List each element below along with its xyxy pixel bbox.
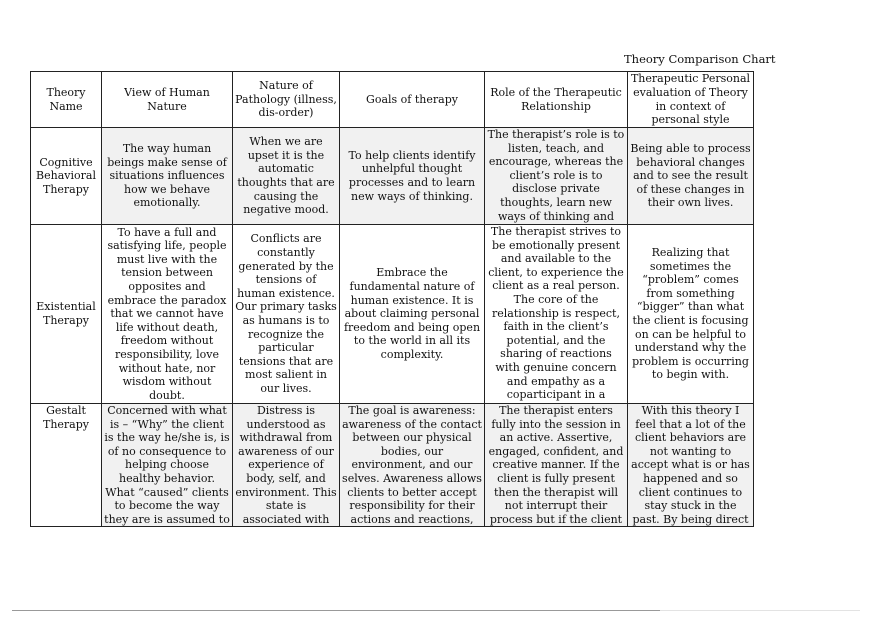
theory-comparison-table — [30, 71, 754, 527]
table-cell: Embrace the fundamental nature of human existence. It is about claiming personal freedom and being open to the world in all its complexity. — [340, 225, 485, 404]
table-row-existential — [31, 225, 754, 404]
table-cell: To have a full and satisfying life, people must live with the tension between opposites and embrace the paradox that we cannot have life without death, freedom without responsibility, love without hate, nor wisdom without doubt. — [102, 225, 233, 404]
table-row-cbt — [31, 128, 754, 225]
header-role-of-relationship: Role of the Therapeutic Relationship — [485, 72, 628, 128]
table-row-gestalt — [31, 404, 754, 527]
table-cell: The therapist enters fully into the session in an active. Assertive, engaged, confident, and creative manner. If the client is fully present then the therapist will not interrupt their process but if the client — [485, 404, 628, 527]
row-theory-name: Existential Therapy — [31, 225, 102, 404]
table-cell: When we are upset it is the automatic thoughts that are causing the negative mood. — [233, 128, 340, 225]
header-theory-name: Theory Name — [31, 72, 102, 128]
footer-rule — [12, 610, 686, 611]
table-cell: To help clients identify unhelpful thought processes and to learn new ways of thinking. — [340, 128, 485, 225]
table-cell: The therapist strives to be emotionally present and available to the client, to experience the client as a real person. The core of the relationship is respect, faith in the client’s potential, and the sharing of reactions with genuine concern and empathy as a coparticipant in a — [485, 225, 628, 404]
row-theory-name: Cognitive Behavioral Therapy — [31, 128, 102, 225]
table-cell: Realizing that sometimes the “problem” comes from something “bigger” than what the client is focusing on can be helpful to understand why the problem is occurring to begin with. — [628, 225, 754, 404]
header-view-of-human-nature: View of Human Nature — [102, 72, 233, 128]
header-nature-of-pathology: Nature of Pathology (illness, dis-order) — [233, 72, 340, 128]
chart-title: Theory Comparison Chart — [624, 52, 776, 66]
header-row — [31, 72, 754, 128]
table-cell: Being able to process behavioral changes and to see the result of these changes in their own lives. — [628, 128, 754, 225]
table-cell: Distress is understood as withdrawal from awareness of our experience of body, self, and environment. This state is associated with — [233, 404, 340, 527]
table-cell: The way human beings make sense of situations influences how we behave emotionally. — [102, 128, 233, 225]
table-cell: The therapist’s role is to listen, teach, and encourage, whereas the client’s role is to disclose private thoughts, learn new ways of thinking and — [485, 128, 628, 225]
row-theory-name: Gestalt Therapy — [31, 404, 102, 527]
table-cell: Conflicts are constantly generated by the tensions of human existence. Our primary tasks as humans is to recognize the particular tensions that are most salient in our lives. — [233, 225, 340, 404]
table-cell: The goal is awareness: awareness of the contact between our physical bodies, our environment, and our selves. Awareness allows clients to better accept responsibility for their actions and reactions, — [340, 404, 485, 527]
header-goals-of-therapy: Goals of therapy — [340, 72, 485, 128]
table-cell: Concerned with what is – “Why” the client is the way he/she is, is of no consequence to helping choose healthy behavior. What “caused” clients to become the way they are is assumed to — [102, 404, 233, 527]
header-personal-evaluation: Therapeutic Personal evaluation of Theory in context of personal style — [628, 72, 754, 128]
footer-rule-light — [660, 610, 860, 611]
table-cell: With this theory I feel that a lot of the client behaviors are not wanting to accept what is or has happened and so client continues to stay stuck in the past. By being direct — [628, 404, 754, 527]
